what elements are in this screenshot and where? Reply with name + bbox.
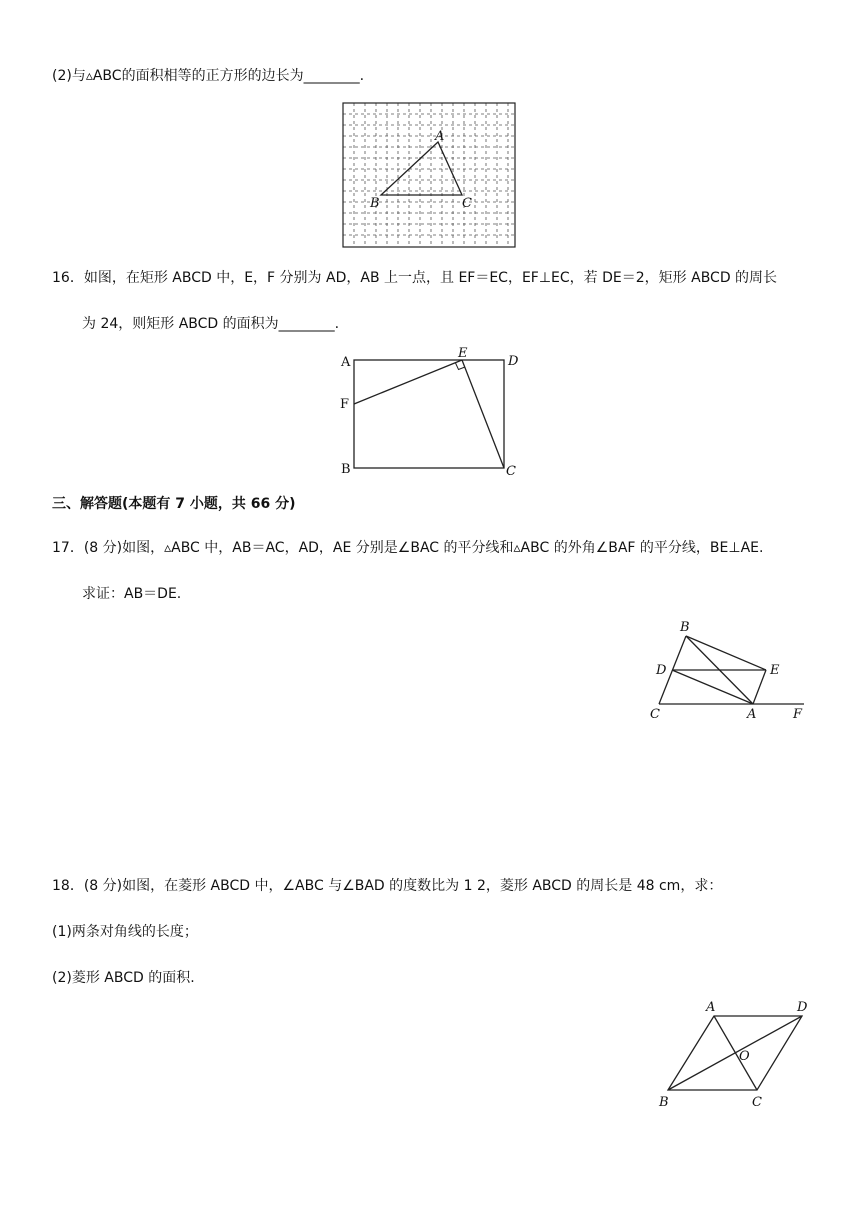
label-c: C xyxy=(650,707,660,722)
segment-be xyxy=(686,636,766,670)
q18-rhombus-figure xyxy=(655,996,815,1112)
segment-ea xyxy=(753,670,766,704)
label-f: F xyxy=(793,707,803,722)
section-title: 三、解答题(本题有 7 小题，共 66 分) xyxy=(52,496,296,512)
label-f: F xyxy=(340,397,350,412)
label-b: B xyxy=(659,1095,669,1110)
label-b: B xyxy=(680,620,690,635)
q18-part1: (1)两条对角线的长度； xyxy=(52,924,198,940)
q17-line1: 17．(8 分)如图，▵ABC 中，AB＝AC，AD，AE 分别是∠BAC 的平分线和▵ABC 的外角∠BAF 的平分线，BE⊥AE. xyxy=(52,540,764,556)
segment-da xyxy=(672,670,753,704)
grid-border xyxy=(343,103,515,247)
label-b: B xyxy=(370,196,380,211)
label-e: E xyxy=(458,346,468,361)
q18-line1: 18．(8 分)如图，在菱形 ABCD 中，∠ABC 与∠BAD 的度数比为 1 2，菱形 ABCD 的周长是 48 cm，求： xyxy=(52,878,723,894)
q17-figure xyxy=(640,614,810,726)
label-d: D xyxy=(508,354,519,369)
label-b: B xyxy=(341,462,351,477)
q15-part2-text: (2)与▵ABC的面积相等的正方形的边长为________. xyxy=(52,68,365,84)
grid-lines xyxy=(343,103,515,247)
q17-line2: 求证：AB＝DE. xyxy=(82,586,182,602)
label-d: D xyxy=(797,1000,808,1015)
rectangle-abcd xyxy=(354,360,504,468)
label-o: O xyxy=(739,1049,750,1064)
label-d: D xyxy=(656,663,667,678)
label-a: A xyxy=(706,1000,716,1015)
label-c: C xyxy=(752,1095,762,1110)
label-e: E xyxy=(770,663,780,678)
segment-ef xyxy=(354,360,462,404)
label-a: A xyxy=(747,707,757,722)
label-a: A xyxy=(341,355,351,370)
label-c: C xyxy=(462,196,472,211)
label-a: A xyxy=(435,129,445,144)
q16-line1: 16．如图，在矩形 ABCD 中，E，F 分别为 AD，AB 上一点，且 EF＝EC，EF⊥EC，若 DE＝2，矩形 ABCD 的周长 xyxy=(52,270,778,286)
q16-line2: 为 24，则矩形 ABCD 的面积为________. xyxy=(82,316,340,332)
diagonal-bd xyxy=(668,1016,802,1090)
q18-part2: (2)菱形 ABCD 的面积. xyxy=(52,970,195,986)
triangle-abc xyxy=(381,142,462,195)
q16-rectangle-figure xyxy=(336,344,526,480)
q15-grid-figure xyxy=(343,103,515,247)
segment-ec xyxy=(462,360,504,468)
label-c: C xyxy=(506,464,516,479)
